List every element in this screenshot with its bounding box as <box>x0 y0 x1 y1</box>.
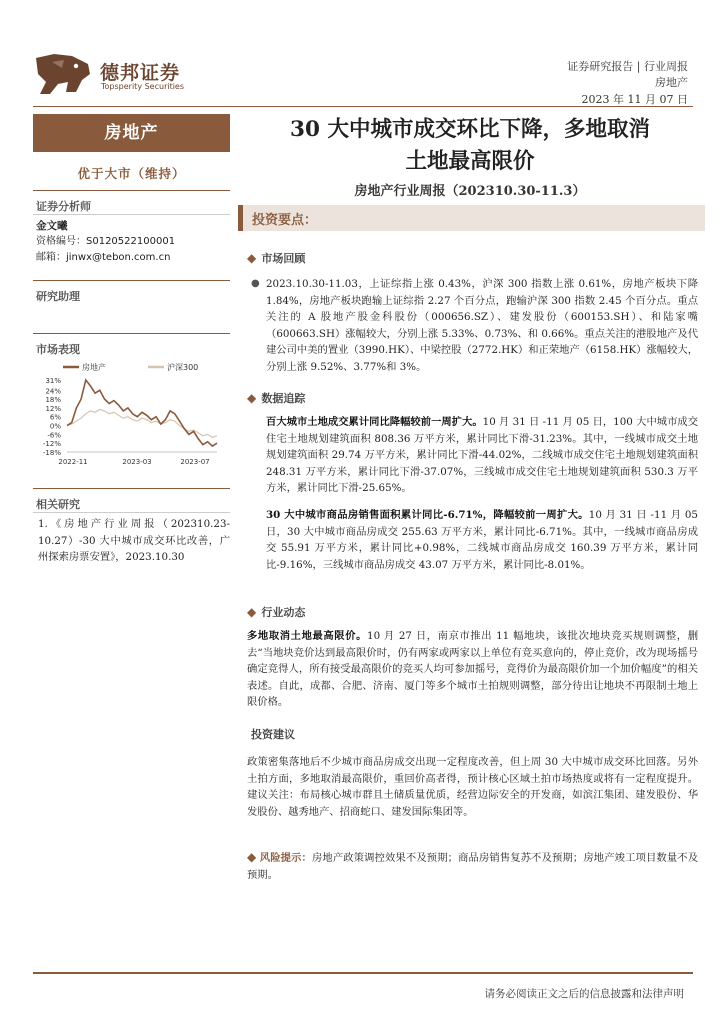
rating: 优于大市（维持） <box>77 166 186 181</box>
analyst-heading: 证券分析师 <box>36 200 91 213</box>
summary-heading <box>238 205 705 231</box>
logo-text-cn: 德邦证券 <box>100 62 181 84</box>
report-subtitle: 房地产行业周报（202310.30-11.3） <box>354 184 586 199</box>
bullet-icon: ◆ <box>247 605 257 619</box>
divider <box>33 512 230 513</box>
industry-heading <box>247 601 305 620</box>
sector-box: 房地产 <box>33 114 230 152</box>
sales-bold: 30 大中城市商品房销售面积累计同比-6.71%，降幅较前一周扩大。 <box>266 509 589 521</box>
bullet-icon: ◆ <box>247 251 257 265</box>
market-chart <box>33 356 230 472</box>
title-line-2: 土地最高限价 <box>405 149 535 174</box>
analyst-name: 金文曦 <box>36 220 68 232</box>
divider <box>33 280 230 281</box>
industry-bold: 多地取消土地最高限价。 <box>247 630 368 642</box>
divider <box>33 214 230 215</box>
risk-bold: 风险提示： <box>259 852 312 864</box>
y-tick-label: -6% <box>47 431 61 440</box>
report-date: 2023 年 11 月 07 日 <box>581 93 688 106</box>
y-tick-label: 0% <box>49 422 61 431</box>
y-tick-label: -12% <box>42 440 61 449</box>
land-paragraph <box>266 414 698 497</box>
divider <box>33 190 230 191</box>
analyst-email: 邮箱：jinwx@tebon.com.cn <box>36 252 171 263</box>
title-line-1: 30 大中城市成交环比下降，多地取消 <box>290 117 650 142</box>
bullet-icon: ◆ <box>247 391 257 405</box>
bullet-dot-icon: ● <box>251 278 260 289</box>
summary-heading-text: 投资要点： <box>252 213 318 228</box>
advice-heading: 投资建议 <box>251 728 295 741</box>
data-track-heading <box>247 387 305 406</box>
market-review-text: 2023.10.30-11.03，上证综指上涨 0.43%，沪深 300 指数上涨 0.61%，房地产板块下降 1.84%，房地产板块跑输上证综指 2.27 个百分点，跑输沪深 300 指数 2.45 个百分点。重点关注的 A 股地产股金科股份（000656.SZ）、建发股份（600153.SH）、和陆家嘴（600663.SH）涨幅较大，分别上涨 5.33%、0.73%、和 0.66%。重点关注的港股地产及代建公司中美的置业（3990.HK）、中梁控股（2772.HK）和正荣地产（6158.HK）涨幅较大，分别上涨 9.52%、3.77%和 3%。 <box>266 278 698 373</box>
x-tick-label: 2022-11 <box>58 458 88 466</box>
y-tick-label: 6% <box>49 413 61 422</box>
footer-divider <box>33 972 693 974</box>
market-review-heading-text: 市场回顾 <box>261 252 306 265</box>
analyst-cert: 资格编号：S0120522100001 <box>36 236 176 247</box>
report-type: 证券研究报告 | 行业周报 <box>567 60 688 73</box>
report-title <box>240 114 700 178</box>
header-sector: 房地产 <box>655 76 688 89</box>
y-tick-label: 12% <box>45 404 61 413</box>
market-review-heading <box>247 247 305 266</box>
y-tick-label: 24% <box>45 387 61 396</box>
land-text: 10 月 31 日 -11 月 05 日，100 大中城市成交住宅土地规划建筑面积 808.36 万平方米，累计同比下滑-31.23%。其中，一线城市成交土地规划建筑面积 29.74 万平方米，累计同比下滑-44.02%，二线城市成交住宅土地规划建筑面积 248.31 万平方米，累计同比下滑-37.07%，三线城市成交住宅土地规划建筑面积 530.3 万平方米，累计同比下滑-25.65%。 <box>266 416 699 494</box>
market-performance-chart <box>33 356 230 468</box>
footer-disclaimer: 请务必阅读正文之后的信息披露和法律声明 <box>484 988 684 1000</box>
logo-text-en: Topsperity Securities <box>101 82 185 91</box>
bullet-icon: ◆ <box>247 850 257 864</box>
industry-heading-text: 行业动态 <box>261 606 306 619</box>
y-tick-label: 31% <box>45 377 61 385</box>
x-tick-label: 2023-07 <box>180 458 210 466</box>
company-logo-icon <box>32 52 94 96</box>
series-line-realestate <box>67 380 217 446</box>
legend-label-hs300: 沪深300 <box>167 363 199 372</box>
advice-paragraph: 政策密集落地后不少城市商品房成交出现一定程度改善，但上周 30 大中城市成交环比回落。另外土拍方面，多地取消最高限价，重回价高者得，预计核心区域土拍市场热度或将有一定程度提升。建议关注：布局核心城市群且土储质量优质，经营边际安全的开发商，如滨江集团、建发股份、华发股份、越秀地产、招商蛇口、建发国际集团等。 <box>247 756 698 818</box>
sales-text: 10 月 31 日 -11 月 05 日，30 大中城市商品房成交 255.63 万平方米，累计同比-6.71%。其中，一线城市商品房成交 55.91 万平方米，累计同比+0.98%，二线城市商品房成交 160.39 万平方米，累计同比-9.16%，三线城市商品房成交 43.07 万平方米，累计同比-8.01%。 <box>266 509 698 571</box>
related-report-link[interactable]: 1.《房地产行业周报（202310.23-10.27）-30 大中城市成交环比改善，广州探索房票安置》，2023.10.30 <box>38 518 230 563</box>
divider <box>33 488 230 489</box>
land-bold: 百大城市土地成交累计同比降幅较前一周扩大。 <box>266 416 483 428</box>
y-tick-label: 18% <box>45 396 61 405</box>
market-heading: 市场表现 <box>36 343 80 356</box>
y-tick-label: -18% <box>42 449 61 457</box>
risk-paragraph <box>247 849 698 883</box>
assistant-heading: 研究助理 <box>36 290 80 303</box>
x-tick-label: 2023-03 <box>122 458 152 466</box>
legend-label-realestate: 房地产 <box>82 363 106 372</box>
related-heading: 相关研究 <box>36 498 80 511</box>
sales-paragraph <box>266 507 698 573</box>
divider <box>33 333 230 334</box>
industry-paragraph <box>247 628 698 711</box>
risk-text: 房地产政策调控效果不及预期；商品房销售复苏不及预期；房地产竣工项目数量不及预期。 <box>247 852 699 881</box>
industry-text: 10 月 27 日，南京市推出 11 幅地块，该批次地块竞买规则调整，删去“当地块竞价达到最高限价时，仍有两家或两家以上单位有竞买意向的，停止竞价，改为现场摇号确定竞得人，所有接受最高限价的竞买人均可参加摇号，竞得价为最高限价加一个加价幅度”的相关表述。自此，成都、合肥、济南、厦门等多个城市土拍规则调整，部分待出让地块不再限制土地上限价格。 <box>247 630 699 708</box>
header-divider <box>33 106 693 107</box>
data-track-heading-text: 数据追踪 <box>261 392 306 405</box>
